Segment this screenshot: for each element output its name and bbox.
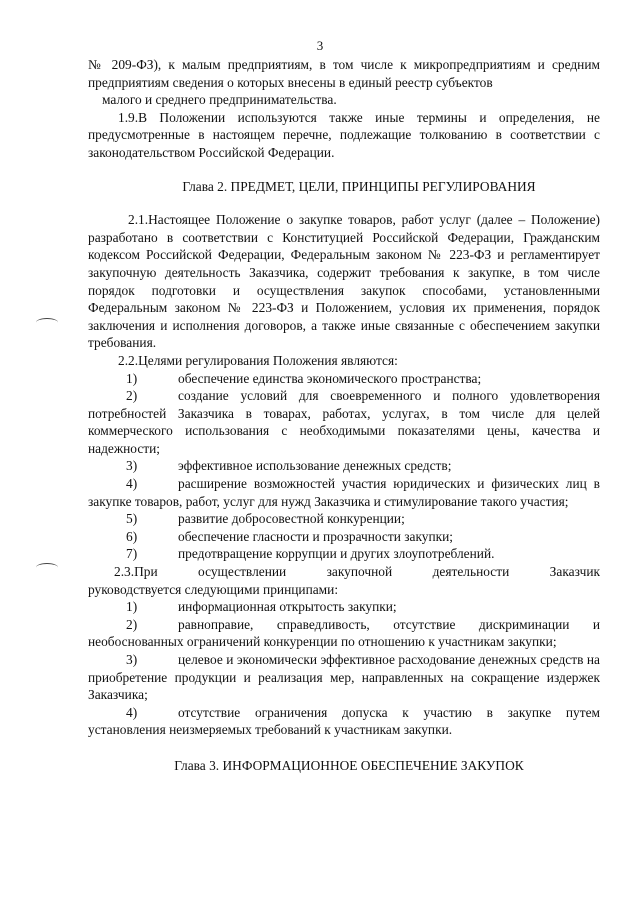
list-item-number: 3): [126, 458, 138, 474]
list-item: [88, 457, 600, 475]
paragraph-2-3-word: 2.3.При: [114, 564, 158, 580]
list-item-number: 4): [126, 704, 138, 720]
paragraph-2-3-word: закупочной: [326, 564, 393, 580]
list-item-text: создание условий для своевременного и полного удовлетворения потребностей Заказчика в товарах, работах, услугах, в том числе для целей коммерческого использования с необходимыми показателями цены, качества и надежности;: [88, 388, 600, 456]
list-item: [88, 370, 600, 388]
list-item-number: 2): [126, 388, 138, 404]
list-item-text: эффективное использование денежных средств;: [178, 458, 452, 474]
paragraph-2-3-rest: руководствуется следующими принципами:: [88, 581, 339, 597]
top-paragraph-line: № 209-ФЗ), к малым предприятиям, в том числе к микропредприятиям и средним предприятиям сведения о которых внесены в единый реестр субъектов: [88, 57, 600, 90]
list-item-number: 1): [126, 599, 138, 615]
paragraph-2-1: 2.1.Настоящее Положение о закупке товаров, работ услуг (далее – Положение) разработано в соответствии с Конституцией Российской Федерации, Гражданским кодексом Российской Федерации, Федеральным законом № 223-ФЗ и регламентирует закупочную деятельность Заказчика, содержит требования к закупке, в том числе порядок подготовки и осуществления закупок способами, установленными Федеральным законом № 223-ФЗ и Положением, условия их применения, порядок заключения и исполнения договоров, а также иные связанные с обеспечением закупки требования.: [88, 212, 600, 351]
paragraph-2-3-word: осуществлении: [198, 564, 287, 580]
list-item-text: обеспечение единства экономического пространства;: [178, 370, 482, 386]
list-item: [88, 598, 600, 616]
chapter-3-title: Глава 3. ИНФОРМАЦИОННОЕ ОБЕСПЕЧЕНИЕ ЗАКУПОК: [174, 757, 524, 773]
list-item: [88, 475, 600, 510]
list-item: [88, 528, 600, 546]
list-item: [88, 510, 600, 528]
list-item-text: отсутствие ограничения допуска к участию в закупке путем установления неизмеряемых требований к участникам закупки.: [88, 704, 600, 738]
list-item-number: 1): [126, 370, 138, 386]
paragraph-2-3-word: Заказчик: [549, 564, 600, 580]
list-item-number: 3): [126, 652, 138, 667]
paragraph-1-9: 1.9.В Положении используются также иные термины и определения, не предусмотренные в настоящем перечне, подлежащие толкованию в соответствии с законодательством Российской Федерации.: [88, 109, 600, 160]
list-item-text: расширение возможностей участия юридических и физических лиц в закупке товаров, работ, услуг для нужд Заказчика и стимулирование такого участия;: [88, 476, 600, 509]
list-item-number: 2): [126, 616, 138, 632]
list-item-text: информационная открытость закупки;: [178, 599, 397, 615]
list-item-text: равноправие, справедливость, отсутствие дискриминации и необоснованных ограничений конкуренции по отношению к участникам закупки;: [88, 616, 600, 650]
list-item: [88, 616, 600, 651]
paragraph-2-3-word: деятельности: [432, 564, 510, 580]
list-item: [88, 545, 600, 563]
list-item: [88, 704, 600, 739]
chapter-2-title: Глава 2. ПРЕДМЕТ, ЦЕЛИ, ПРИНЦИПЫ РЕГУЛИРОВАНИЯ: [182, 178, 536, 194]
list-item-text: предотвращение коррупции и других злоупотреблений.: [178, 546, 495, 562]
list-item-number: 5): [126, 511, 138, 527]
goals-list: [88, 370, 600, 564]
binding-mark-bottom: [36, 563, 58, 572]
list-item-number: 6): [126, 528, 138, 544]
list-item-number: 4): [126, 476, 138, 492]
top-paragraph-line: малого и среднего предпринимательства.: [102, 92, 337, 108]
paragraph-2-2-intro: 2.2.Целями регулирования Положения являются:: [118, 352, 398, 368]
list-item-text: обеспечение гласности и прозрачности закупки;: [178, 528, 454, 544]
list-item-text: развитие добросовестной конкуренции;: [178, 511, 405, 527]
list-item-number: 7): [126, 546, 138, 562]
binding-mark-top: [36, 318, 58, 327]
page-number: 3: [316, 38, 324, 53]
principles-list: [88, 598, 600, 739]
document-body: [88, 56, 600, 775]
list-item: [88, 651, 600, 704]
list-item: [88, 387, 600, 457]
list-item-text: целевое и экономически эффективное расходование денежных средств на приобретение продукции и реализация мер, направленных на сокращение издержек Заказчика;: [88, 652, 600, 703]
paragraph-2-3-first-line: [88, 563, 600, 581]
